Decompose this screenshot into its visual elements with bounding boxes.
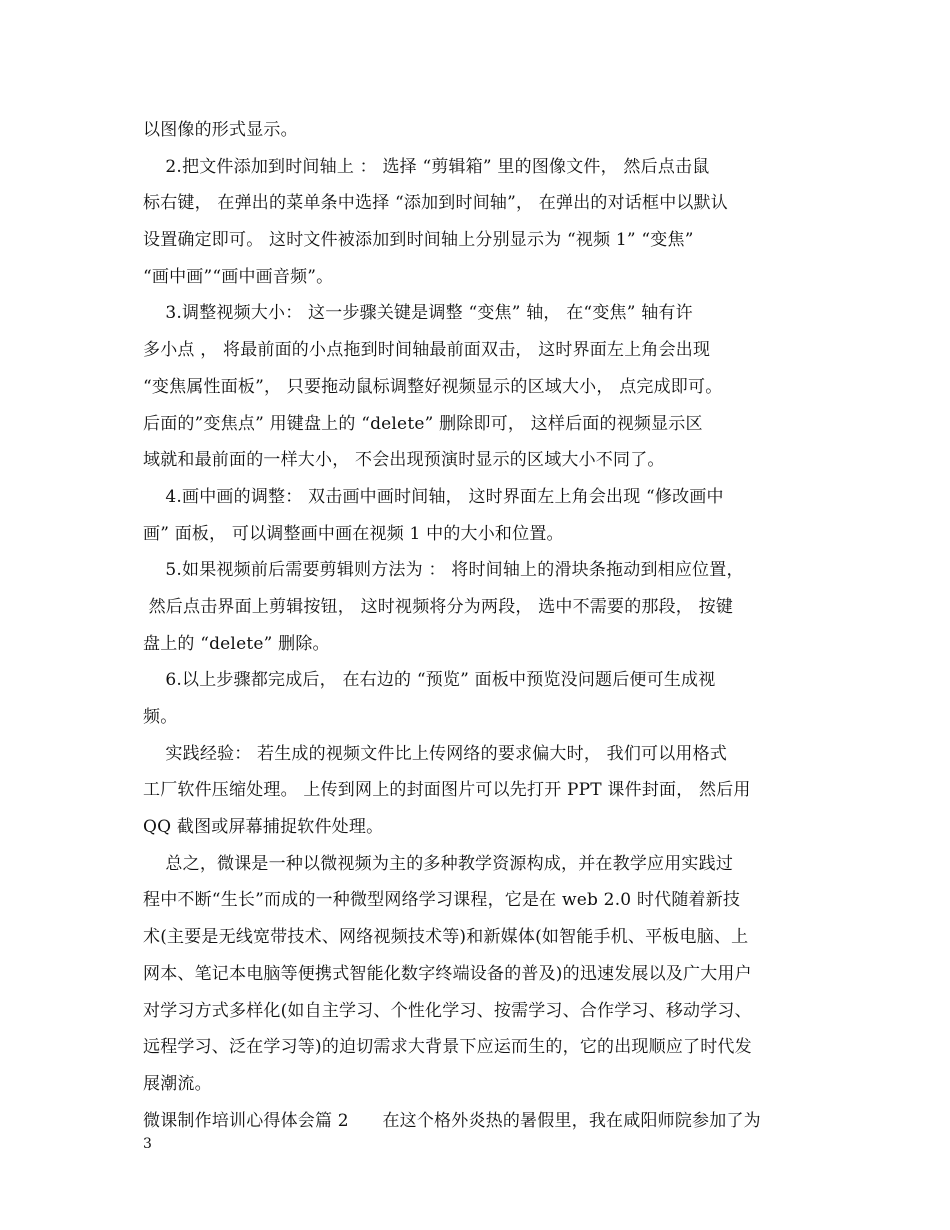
page-number: 3 <box>143 1136 152 1152</box>
text-line: “变焦属性面板”， 只要拖动鼠标调整好视频显示的区域大小， 点完成即可。 <box>143 376 723 397</box>
text-line: 以图像的形式显示。 <box>143 120 298 140</box>
text-line: 3.调整视频大小： 这一步骤关键是调整 “变焦” 轴， 在“变焦” 轴有许 <box>143 303 693 324</box>
text-line: 设置确定即可。 这时文件被添加到时间轴上分别显示为 “视频 1” “变焦” <box>143 230 694 251</box>
text-line: 对学习方式多样化(如自主学习、个性化学习、按需学习、合作学习、移动学习、 <box>143 1000 752 1021</box>
text-line: 网本、笔记本电脑等便携式智能化数字终端设备的普及)的迅速发展以及广大用户 <box>143 963 752 984</box>
text-line: 工厂软件压缩处理。 上传到网上的封面图片可以先打开 PPT 课件封面， 然后用 <box>143 780 751 801</box>
section-heading-line: 微课制作培训心得体会篇 2 在这个格外炎热的暑假里，我在咸阳师院参加了为 <box>143 1110 761 1131</box>
text-line: 术(主要是无线宽带技术、网络视频技术等)和新媒体(如智能手机、平板电脑、上 <box>143 927 749 948</box>
text-line: QQ 截图或屏幕捕捉软件处理。 <box>143 817 384 838</box>
body-text <box>143 112 813 1139</box>
text-line: 实践经验： 若生成的视频文件比上传网络的要求偏大时， 我们可以用格式 <box>143 743 728 764</box>
text-line: 4.画中画的调整： 双击画中画时间轴， 这时界面左上角会出现 “修改画中 <box>143 486 724 507</box>
text-line: “画中画”“画中画音频”。 <box>143 266 334 287</box>
text-line: 6.以上步骤都完成后， 在右边的 “预览” 面板中预览没问题后便可生成视 <box>143 670 716 691</box>
text-line: 画” 面板， 可以调整画中画在视频 1 中的大小和位置。 <box>143 523 564 544</box>
text-line: 域就和最前面的一样大小， 不会出现预演时显示的区域大小不同了。 <box>143 450 665 471</box>
text-line: 程中不断“生长”而成的一种微型网络学习课程，它是在 web 2.0 时代随着新技 <box>143 890 741 911</box>
text-line: 多小点 ， 将最前面的小点拖到时间轴最前面双击， 这时界面左上角会出现 <box>143 340 711 361</box>
text-line: 频。 <box>143 707 178 727</box>
text-line: 后面的”变焦点” 用键盘上的 “delete” 删除即可， 这样后面的视频显示区 <box>143 413 703 434</box>
text-line: 盘上的 “delete” 删除。 <box>143 633 330 654</box>
text-line: 然后点击界面上剪辑按钮， 这时视频将分为两段， 选中不需要的那段， 按键 <box>143 596 734 617</box>
text-line: 5.如果视频前后需要剪辑则方法为 ： 将时间轴上的滑块条拖动到相应位置， <box>143 560 744 581</box>
text-line: 总之，微课是一种以微视频为主的多种教学资源构成，并在教学应用实践过 <box>143 853 734 874</box>
text-line: 展潮流。 <box>143 1073 212 1094</box>
text-line: 标右键， 在弹出的菜单条中选择 “添加到时间轴”， 在弹出的对话框中以默认 <box>143 193 728 214</box>
text-line: 远程学习、泛在学习等)的迫切需求大背景下应运而生的，它的出现顺应了时代发 <box>143 1037 752 1058</box>
text-line: 2.把文件添加到时间轴上 ： 选择 “剪辑箱” 里的图像文件， 然后点击鼠 <box>143 156 710 177</box>
